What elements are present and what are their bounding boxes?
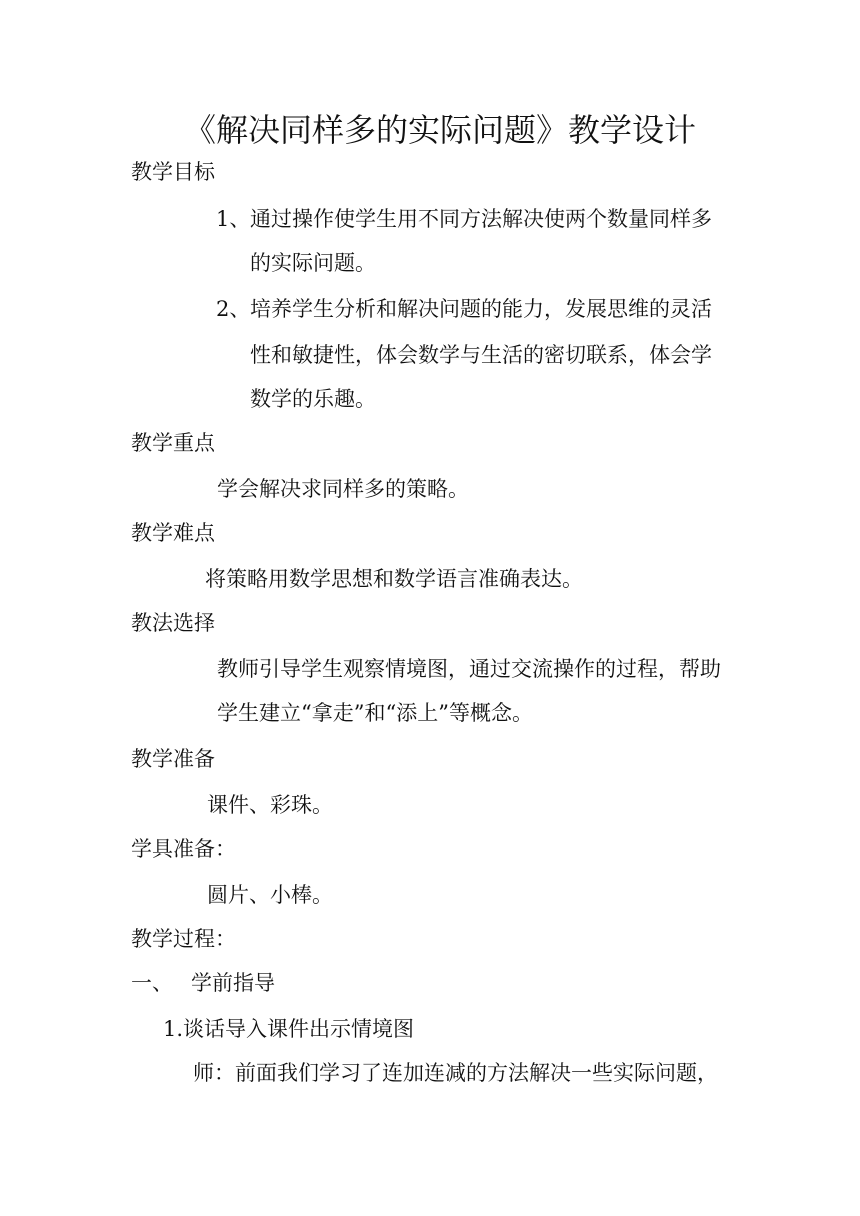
document-title: 《解决同样多的实际问题》教学设计 (183, 111, 696, 149)
process-heading: 教学过程： (131, 927, 236, 951)
key-point-text: 学会解决求同样多的策略。 (217, 477, 469, 501)
student-prep-heading: 学具准备： (131, 837, 236, 861)
goal-2-number: 2、 (216, 297, 251, 321)
goal-2-line-3: 数学的乐趣。 (250, 387, 376, 411)
goal-1-line-2: 的实际问题。 (250, 251, 376, 275)
key-point-heading: 教学重点 (131, 431, 215, 455)
step-1-text: 1.谈话导入课件出示情境图 (163, 1017, 415, 1041)
method-line-1: 教师引导学生观察情境图，通过交流操作的过程，帮助 (217, 657, 721, 681)
goals-heading: 教学目标 (131, 160, 215, 184)
goal-2-line-2: 性和敏捷性，体会数学与生活的密切联系，体会学 (250, 343, 712, 367)
preparation-heading: 教学准备 (131, 747, 215, 771)
section-1-label: 学前指导 (191, 971, 275, 995)
goal-2-line-1: 培养学生分析和解决问题的能力，发展思维的灵活 (250, 297, 712, 321)
section-1-number: 一、 (131, 971, 173, 995)
difficulty-text: 将策略用数学思想和数学语言准确表达。 (205, 567, 583, 591)
method-heading: 教法选择 (131, 611, 215, 635)
goal-1-number: 1、 (216, 207, 251, 231)
teacher-line: 师：前面我们学习了连加连减的方法解决一些实际问题， (193, 1061, 718, 1085)
preparation-text: 课件、彩珠。 (207, 793, 333, 817)
student-prep-text: 圆片、小棒。 (207, 883, 333, 907)
difficulty-heading: 教学难点 (131, 521, 215, 545)
method-line-2: 学生建立“拿走”和“添上”等概念。 (217, 701, 533, 725)
goal-1-line-1: 通过操作使学生用不同方法解决使两个数量同样多 (250, 207, 712, 231)
